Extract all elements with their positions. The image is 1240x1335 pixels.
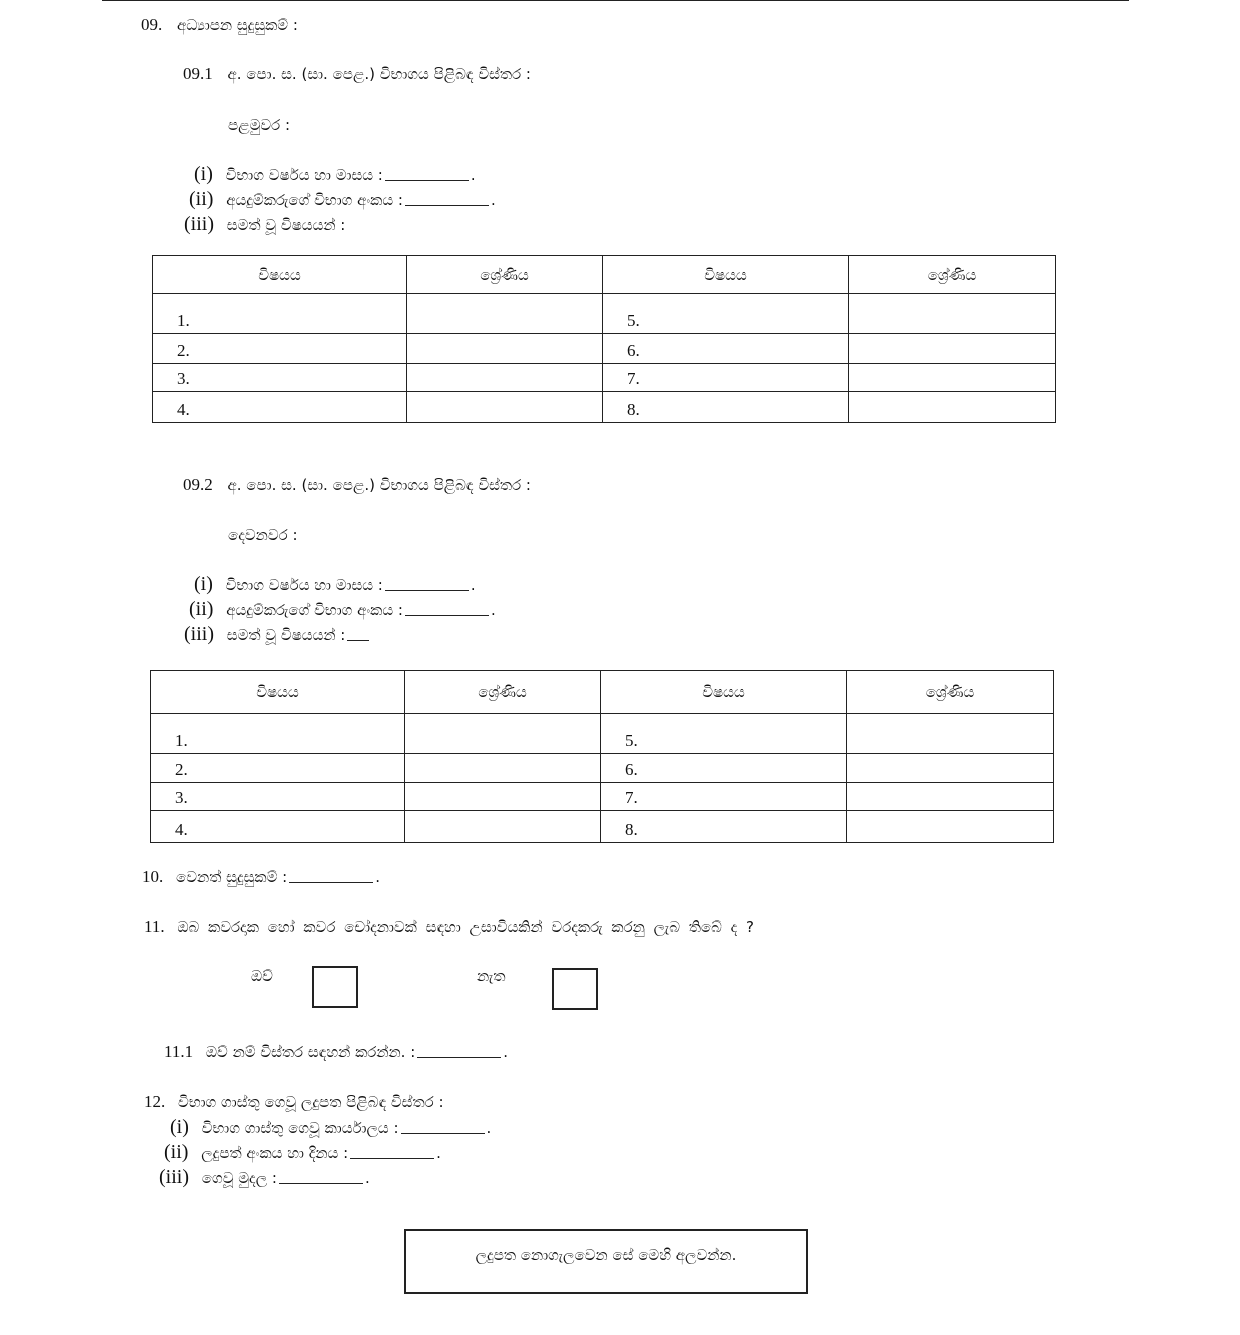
- blank-line[interactable]: [385, 170, 469, 181]
- grade-cell[interactable]: [847, 754, 1054, 783]
- header-grade: ශ්‍රේණිය: [405, 671, 601, 714]
- subject-cell[interactable]: 4.: [153, 392, 407, 423]
- section-10-other-qualifications: [142, 867, 380, 887]
- section-12-heading: [144, 1092, 444, 1112]
- blank-line[interactable]: [350, 1148, 434, 1159]
- item-end: .: [486, 1119, 492, 1137]
- item-exam-year-month: [194, 573, 476, 596]
- item-end: .: [375, 868, 380, 886]
- blank-line[interactable]: [279, 1173, 363, 1184]
- table-row: [151, 811, 1054, 843]
- subject-cell[interactable]: 3.: [151, 783, 405, 811]
- subjects-table-second: [150, 670, 1054, 843]
- subject-cell[interactable]: 2.: [153, 334, 407, 364]
- receipt-note: ලදුපත නොගැලවෙන සේ මෙහි අලවන්න.: [475, 1246, 737, 1264]
- subject-cell[interactable]: 6.: [601, 754, 847, 783]
- subject-cell[interactable]: 1.: [151, 714, 405, 754]
- grade-cell[interactable]: [849, 392, 1056, 423]
- blank-line[interactable]: [401, 1123, 485, 1134]
- table-row: [153, 364, 1056, 392]
- header-subject: විෂයය: [601, 671, 847, 714]
- grade-cell[interactable]: [849, 364, 1056, 392]
- section-number: 09.1: [183, 64, 213, 83]
- item-number: (iii): [159, 1166, 189, 1188]
- item-end: .: [436, 1144, 441, 1162]
- item-label: ඔව් නම් විස්තර සඳහන් කරන්න. :: [205, 1043, 416, 1061]
- blank-line[interactable]: [417, 1047, 501, 1058]
- section-number: 09.2: [183, 475, 213, 494]
- item-end: .: [470, 166, 476, 184]
- grade-cell[interactable]: [405, 783, 601, 811]
- header-subject: විෂයය: [603, 256, 849, 294]
- header-subject: විෂයය: [153, 256, 407, 294]
- subject-cell[interactable]: 3.: [153, 364, 407, 392]
- item-label: වෙනත් සුදුසුකම් :: [176, 868, 288, 886]
- grade-cell[interactable]: [847, 811, 1054, 843]
- blank-line[interactable]: [289, 872, 373, 883]
- item-exam-number: [189, 188, 496, 211]
- item-label: ගෙවූ මුදල :: [201, 1169, 277, 1187]
- grade-cell[interactable]: [407, 294, 603, 334]
- item-label: සමත් වූ විෂයයන් :: [226, 216, 346, 234]
- subject-cell[interactable]: 4.: [151, 811, 405, 843]
- section-11-question: [144, 917, 754, 937]
- question-text: ඔබ කවරදාක හෝ කවර චෝදනාවක් සඳහා උසාවියකින් වරදකරු කරනු ලැබ තිබේ ද ?: [177, 918, 754, 936]
- attempt-label: පළමුවර :: [228, 116, 291, 134]
- item-passed-subjects: [184, 623, 371, 646]
- item-receipt-number-date: [164, 1141, 441, 1164]
- subject-cell[interactable]: 1.: [153, 294, 407, 334]
- section-number: 10.: [142, 867, 164, 886]
- section-number: 12.: [144, 1092, 166, 1111]
- item-end: .: [470, 576, 476, 594]
- item-amount-paid: [159, 1166, 370, 1189]
- grade-cell[interactable]: [407, 334, 603, 364]
- item-number: (i): [194, 163, 213, 185]
- section-number: 11.1: [164, 1042, 194, 1061]
- item-number: (ii): [189, 188, 214, 210]
- header-subject: විෂයය: [151, 671, 405, 714]
- grade-cell[interactable]: [407, 392, 603, 423]
- item-number: (i): [170, 1116, 189, 1138]
- table-row: [153, 294, 1056, 334]
- grade-cell[interactable]: [405, 811, 601, 843]
- section-091-heading: [183, 64, 531, 84]
- item-label: සමත් වූ විෂයයන් :: [226, 626, 346, 644]
- section-title: අ. පො. ස. (සා. පෙළ.) විභාගය පිළිබඳ විස්තර :: [227, 476, 531, 494]
- attempt-label: දෙවනවර :: [228, 526, 298, 544]
- item-end: .: [490, 191, 496, 209]
- section-title: අධ්‍යාපන සුදුසුකම් :: [177, 16, 298, 34]
- section-number: 09.: [141, 15, 163, 34]
- header-grade: ශ්‍රේණිය: [847, 671, 1054, 714]
- blank-line[interactable]: [405, 195, 489, 206]
- item-end: .: [490, 601, 496, 619]
- item-label: ලදුපත් අංකය හා දිනය :: [201, 1144, 349, 1162]
- table-row: [151, 714, 1054, 754]
- header-grade: ශ්‍රේණිය: [849, 256, 1056, 294]
- no-checkbox[interactable]: [552, 968, 598, 1010]
- table-row: [153, 334, 1056, 364]
- section-111-details: [164, 1042, 508, 1062]
- item-passed-subjects: [184, 213, 345, 236]
- item-label: විභාග වර්ෂය හා මාසය :: [225, 166, 383, 184]
- table-row: [151, 754, 1054, 783]
- yes-label: ඔව්: [251, 967, 273, 985]
- subject-cell[interactable]: 5.: [601, 714, 847, 754]
- section-092-heading: [183, 475, 531, 495]
- item-number: (ii): [164, 1141, 189, 1163]
- item-exam-number: [189, 598, 496, 621]
- subject-cell[interactable]: 7.: [603, 364, 849, 392]
- header-grade: ශ්‍රේණිය: [407, 256, 603, 294]
- top-rule: [102, 0, 1129, 1]
- item-exam-year-month: [194, 163, 476, 186]
- item-number: (iii): [184, 623, 214, 645]
- subjects-table-first: [152, 255, 1056, 423]
- section-title: විභාග ගාස්තු ගෙවූ ලදුපත පිළිබඳ විස්තර :: [178, 1093, 444, 1111]
- item-label: අයදුම්කරුගේ විභාග අංකය :: [226, 601, 403, 619]
- item-label: විභාග වර්ෂය හා මාසය :: [225, 576, 383, 594]
- receipt-paste-box: [404, 1229, 808, 1294]
- grade-cell[interactable]: [849, 294, 1056, 334]
- grade-cell[interactable]: [847, 714, 1054, 754]
- grade-cell[interactable]: [849, 334, 1056, 364]
- blank-line[interactable]: [347, 630, 369, 641]
- item-number: (i): [194, 573, 213, 595]
- grade-cell[interactable]: [847, 783, 1054, 811]
- item-end: .: [503, 1043, 509, 1061]
- item-number: (iii): [184, 213, 214, 235]
- table-row: [153, 392, 1056, 423]
- section-number: 11.: [144, 917, 165, 936]
- subject-cell[interactable]: 2.: [151, 754, 405, 783]
- subject-cell[interactable]: 6.: [603, 334, 849, 364]
- yes-checkbox[interactable]: [312, 966, 358, 1008]
- table-row: [151, 783, 1054, 811]
- subject-cell[interactable]: 7.: [601, 783, 847, 811]
- item-label: විභාග ගාස්තු ගෙවූ කාර්යාලය :: [201, 1119, 399, 1137]
- subject-cell[interactable]: 5.: [603, 294, 849, 334]
- blank-line[interactable]: [405, 605, 489, 616]
- blank-line[interactable]: [385, 580, 469, 591]
- subject-cell[interactable]: 8.: [601, 811, 847, 843]
- subject-cell[interactable]: 8.: [603, 392, 849, 423]
- grade-cell[interactable]: [405, 714, 601, 754]
- no-label: නැත: [477, 967, 506, 985]
- section-title: අ. පො. ස. (සා. පෙළ.) විභාගය පිළිබඳ විස්තර :: [227, 65, 531, 83]
- item-number: (ii): [189, 598, 214, 620]
- item-label: අයදුම්කරුගේ විභාග අංකය :: [226, 191, 403, 209]
- grade-cell[interactable]: [407, 364, 603, 392]
- section-09-heading: [141, 15, 298, 35]
- grade-cell[interactable]: [405, 754, 601, 783]
- item-fee-office: [170, 1116, 491, 1139]
- item-end: .: [365, 1169, 370, 1187]
